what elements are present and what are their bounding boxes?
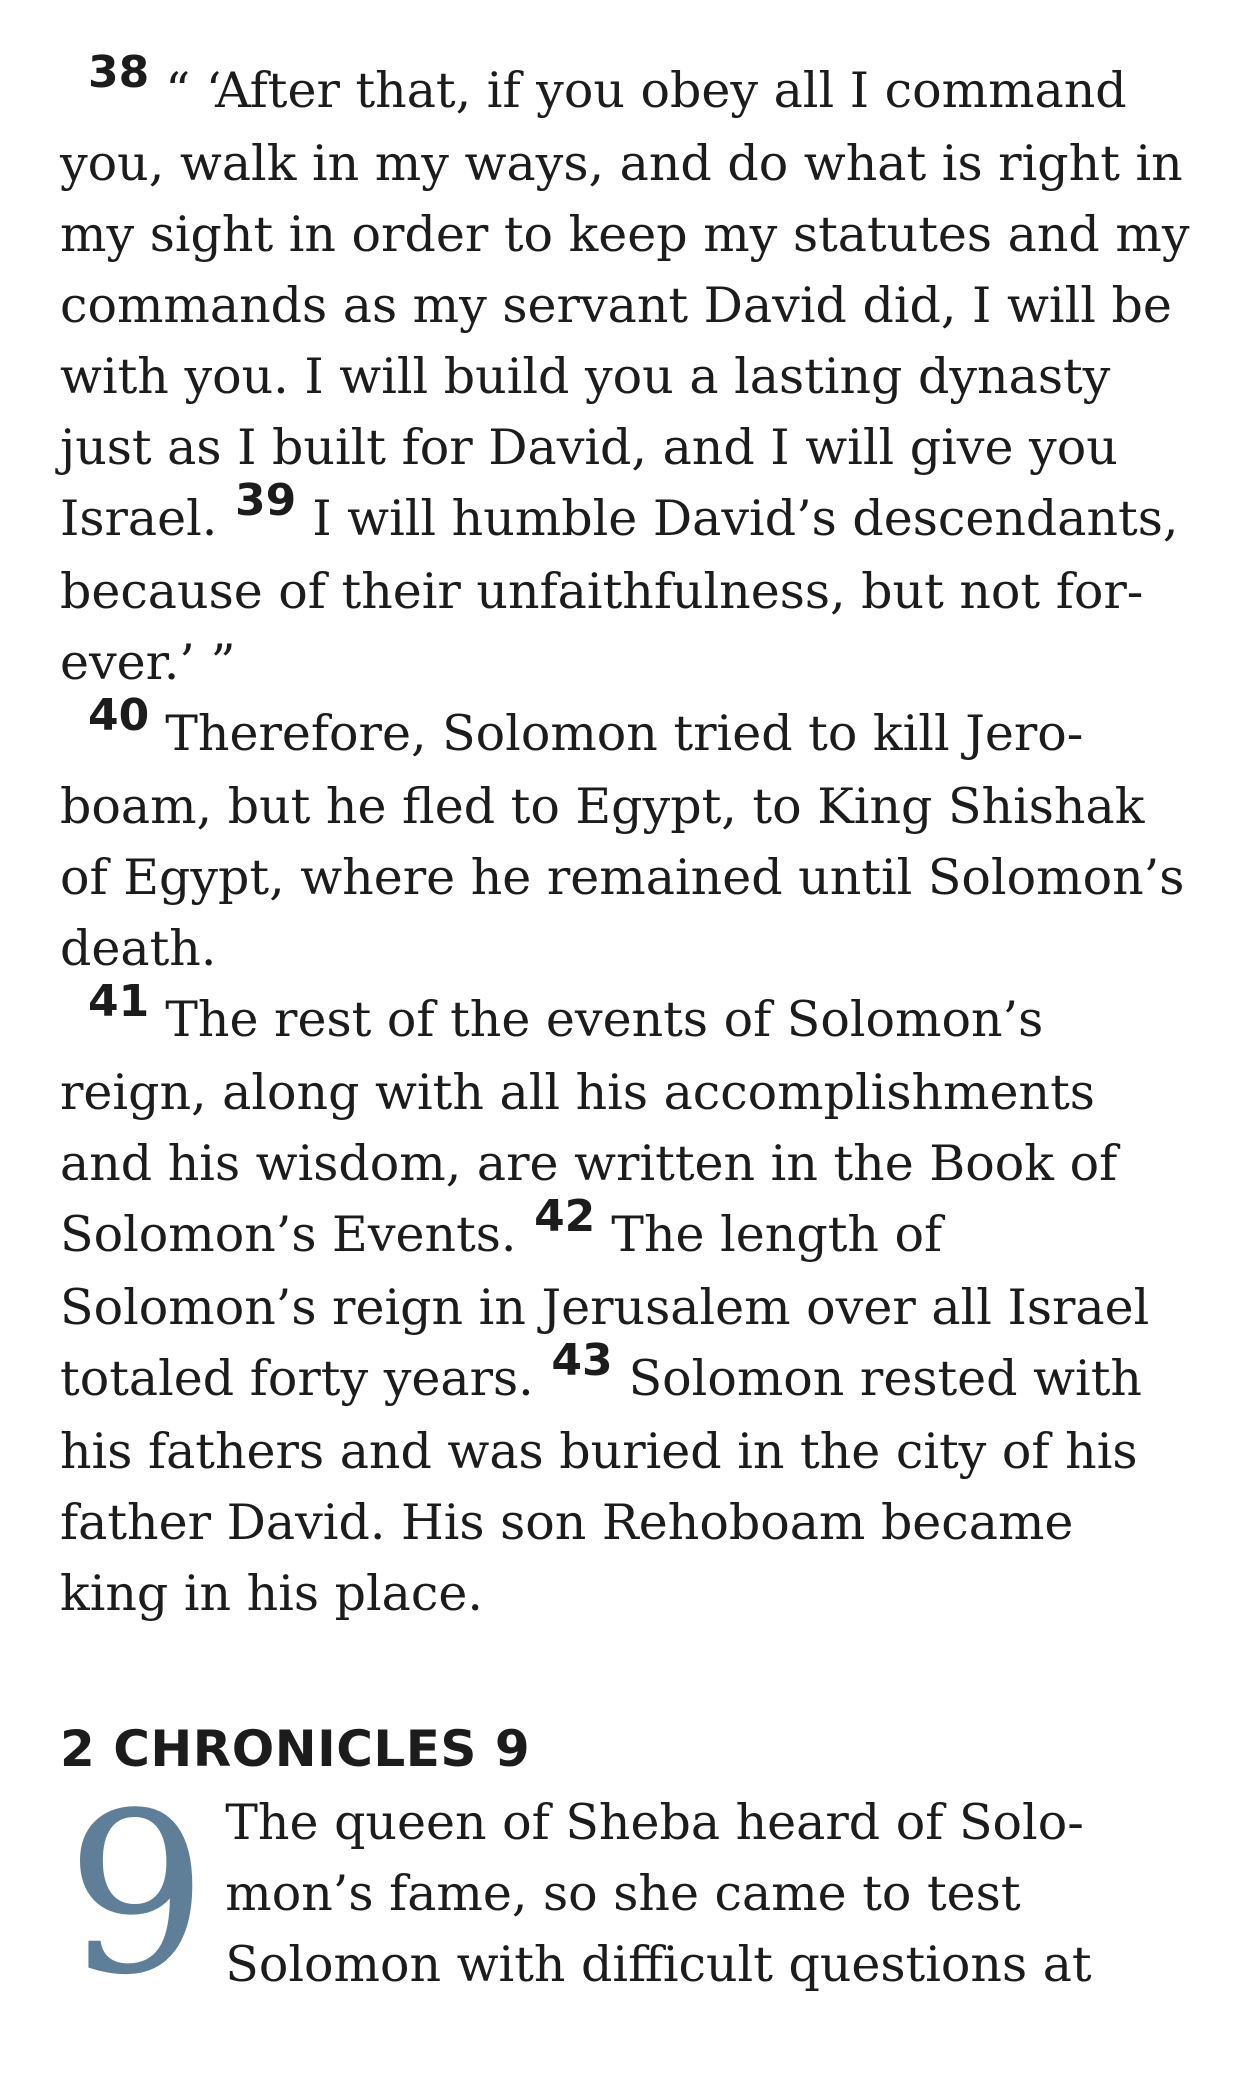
reader-page (60, 47, 1190, 2024)
verse-text-41: The rest of the events of Solomon’s reign, along with all his accomplishments and his wisdom, are written in the Book of Solomon’s Events. (60, 991, 1118, 1263)
verse-text-42: The length of Solomon’s reign in Jerusalem over all Israel totaled forty years. (60, 1206, 1150, 1407)
verse-number-40: 40 (88, 690, 150, 741)
verse-number-39: 39 (234, 475, 297, 526)
verse-number-42: 42 (534, 1191, 596, 1242)
paragraph-v38-39 (60, 47, 1190, 698)
verse-text-43: Solomon rested with his fathers and was buried in the city of his father David. His son Rehoboam became king in his place. (60, 1350, 1142, 1622)
verse-number-38: 38 (88, 47, 150, 98)
verse-text-38: “ ‘After that, if you obey all I command you, walk in my ways, and do what is right in my sight in order to keep my statutes and my commands as my servant David did, I will be with you. I will build you a lasting dynasty just as I built for David, and I will give you Israel. (60, 62, 1190, 547)
chapter-drop-cap: 9 (66, 1766, 208, 2024)
chapter-opening (60, 1766, 1190, 2024)
chapter-opening-text: The queen of Sheba heard of Solo-mon’s fame, so she came to test Solomon with difficult questions at (225, 1794, 1092, 1993)
verse-number-43: 43 (551, 1335, 613, 1386)
chapter-heading: 2 CHRONICLES 9 (60, 1720, 531, 1778)
verse-number-41: 41 (88, 976, 150, 1027)
paragraph-v41-43 (60, 976, 1190, 1629)
paragraph-v40 (60, 690, 1190, 984)
verse-text-39: I will humble David’s descendants, because of their unfaithfulness, but not for-ever.’ ” (60, 490, 1179, 691)
verse-text-40: Therefore, Solomon tried to kill Jero-boam, but he fled to Egypt, to King Shishak of Egypt, where he remained until Solomon’s death. (60, 705, 1185, 977)
